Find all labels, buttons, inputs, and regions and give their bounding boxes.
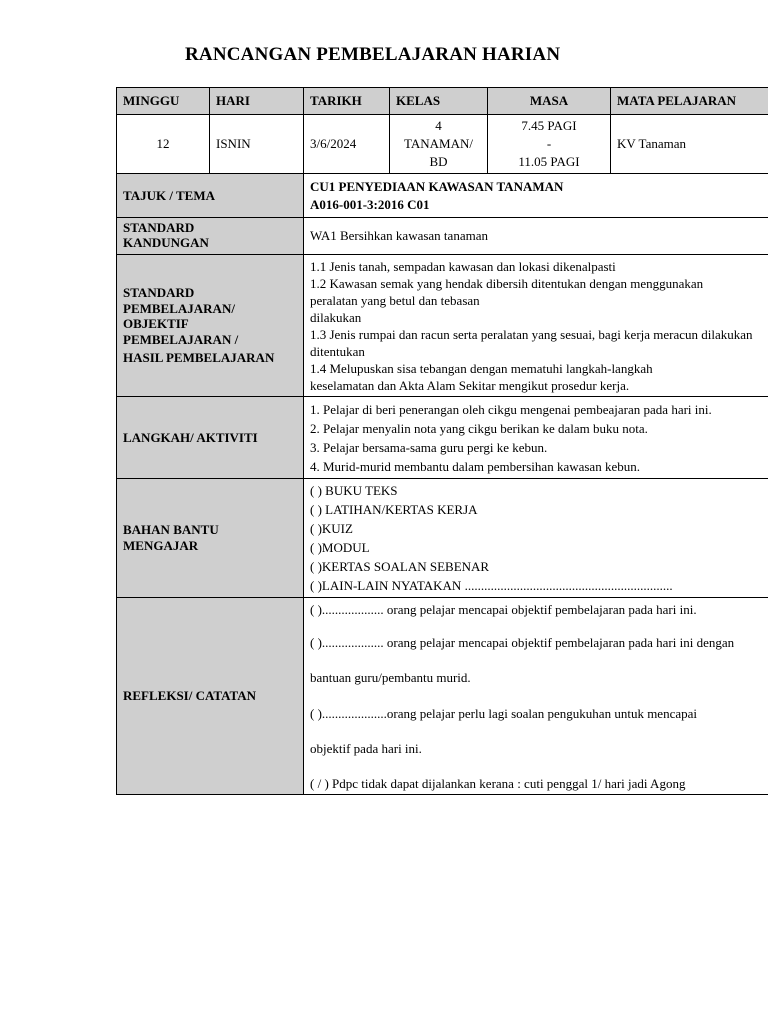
activity-line: 1. Pelajar di beri penerangan oleh cikgu mengenai pembeajaran pada hari ini. bbox=[310, 401, 712, 417]
activity-line: 2. Pelajar menyalin nota yang cikgu berikan ke dalam buku nota. bbox=[310, 420, 648, 436]
standard-pembelajaran-value bbox=[304, 255, 768, 397]
reflection-line: ( )....................orang pelajar perlu lagi soalan pengukuhan untuk mencapai bbox=[310, 705, 697, 721]
standard-kandungan-value: WA1 Bersihkan kawasan tanaman bbox=[304, 218, 768, 255]
header-mata-pelajaran: MATA PELAJARAN bbox=[611, 88, 768, 115]
label-line: HASIL PEMBELAJARAN bbox=[123, 350, 275, 366]
reflection-line: ( )................... orang pelajar mencapai objektif pembelajaran pada hari ini. bbox=[310, 602, 697, 617]
objective-line: ditentukan bbox=[310, 343, 365, 359]
tarikh-value: 3/6/2024 bbox=[304, 115, 390, 174]
label-line: STANDARD bbox=[123, 220, 195, 236]
label-line: BAHAN BANTU bbox=[123, 522, 219, 538]
masa-line: - bbox=[546, 136, 552, 151]
header-tarikh: TARIKH bbox=[304, 88, 390, 115]
langkah-row bbox=[117, 397, 768, 479]
minggu-value: 12 bbox=[117, 115, 210, 174]
info-row bbox=[117, 115, 768, 174]
header-kelas: KELAS bbox=[390, 88, 488, 115]
reflection-line: ( / ) Pdpc tidak dapat dijalankan kerana : cuti penggal 1/ hari jadi Agong bbox=[310, 775, 686, 791]
langkah-value bbox=[304, 397, 768, 479]
label-line: KANDUNGAN bbox=[123, 235, 209, 250]
refleksi-row bbox=[117, 598, 768, 795]
langkah-label: LANGKAH/ AKTIVITI bbox=[117, 397, 304, 479]
kelas-line: BD bbox=[429, 154, 448, 169]
standard-pembelajaran-label bbox=[117, 255, 304, 397]
standard-kandungan-row bbox=[117, 218, 768, 255]
kelas-value bbox=[390, 115, 488, 174]
masa-line: 7.45 PAGI bbox=[521, 118, 577, 133]
material-item: ( ) LATIHAN/KERTAS KERJA bbox=[310, 502, 478, 517]
mata-pelajaran-value: KV Tanaman bbox=[611, 115, 768, 174]
material-item: ( ) BUKU TEKS bbox=[310, 483, 398, 498]
label-line: PEMBELAJARAN / bbox=[123, 331, 239, 347]
reflection-line: bantuan guru/pembantu murid. bbox=[310, 670, 471, 686]
bahan-value bbox=[304, 479, 768, 598]
objective-line: 1.4 Melupuskan sisa tebangan dengan mematuhi langkah-langkah bbox=[310, 360, 653, 376]
refleksi-label: REFLEKSI/ CATATAN bbox=[117, 598, 304, 795]
activity-line: 3. Pelajar bersama-sama guru pergi ke kebun. bbox=[310, 439, 548, 455]
objective-line: keselamatan dan Akta Alam Sekitar mengikut prosedur kerja. bbox=[310, 377, 630, 393]
tajuk-row bbox=[117, 174, 768, 218]
tajuk-line: CU1 PENYEDIAAN KAWASAN TANAMAN bbox=[310, 178, 564, 194]
tajuk-value bbox=[304, 174, 768, 218]
bahan-row bbox=[117, 479, 768, 598]
masa-line: 11.05 PAGI bbox=[518, 154, 580, 169]
activity-line: 4. Murid-murid membantu dalam pembersihan kawasan kebun. bbox=[310, 458, 640, 474]
hari-value: ISNIN bbox=[210, 115, 304, 174]
standard-kandungan-label bbox=[117, 218, 304, 255]
label-line: MENGAJAR bbox=[123, 538, 199, 553]
kelas-line: TANAMAN/ bbox=[403, 136, 473, 151]
objective-line: 1.2 Kawasan semak yang hendak dibersih ditentukan dengan menggunakan bbox=[310, 275, 704, 291]
label-line: OBJEKTIF bbox=[123, 316, 189, 332]
refleksi-value bbox=[304, 598, 768, 795]
reflection-line: ( )................... orang pelajar mencapai objektif pembelajaran pada hari ini dengan bbox=[310, 634, 735, 650]
tajuk-label: TAJUK / TEMA bbox=[117, 174, 304, 218]
reflection-line: objektif pada hari ini. bbox=[310, 741, 422, 757]
objective-line: 1.1 Jenis tanah, sempadan kawasan dan lokasi dikenalpasti bbox=[310, 258, 616, 274]
label-line: PEMBELAJARAN/ bbox=[123, 300, 235, 316]
header-minggu: MINGGU bbox=[117, 88, 210, 115]
objective-line: 1.3 Jenis rumpai dan racun serta peralatan yang sesuai, bagi kerja meracun dilakukan bbox=[310, 326, 753, 342]
objective-line: peralatan yang betul dan tebasan bbox=[310, 292, 480, 308]
lesson-plan-table bbox=[116, 87, 768, 795]
objective-line: dilakukan bbox=[310, 309, 362, 325]
material-item: ( )MODUL bbox=[310, 540, 370, 555]
kelas-line: 4 bbox=[435, 118, 442, 133]
header-hari: HARI bbox=[210, 88, 304, 115]
document-title: RANCANGAN PEMBELAJARAN HARIAN bbox=[185, 44, 561, 65]
material-item: ( )KERTAS SOALAN SEBENAR bbox=[310, 559, 490, 574]
standard-pembelajaran-row bbox=[117, 255, 768, 397]
material-item: ( )KUIZ bbox=[310, 521, 353, 536]
material-item: ( )LAIN-LAIN NYATAKAN ................................................................ bbox=[310, 578, 673, 593]
header-row bbox=[117, 88, 768, 115]
header-masa: MASA bbox=[488, 88, 611, 115]
label-line: STANDARD bbox=[123, 285, 195, 301]
bahan-label bbox=[117, 479, 304, 598]
tajuk-line: A016-001-3:2016 C01 bbox=[310, 196, 430, 212]
masa-value bbox=[488, 115, 611, 174]
